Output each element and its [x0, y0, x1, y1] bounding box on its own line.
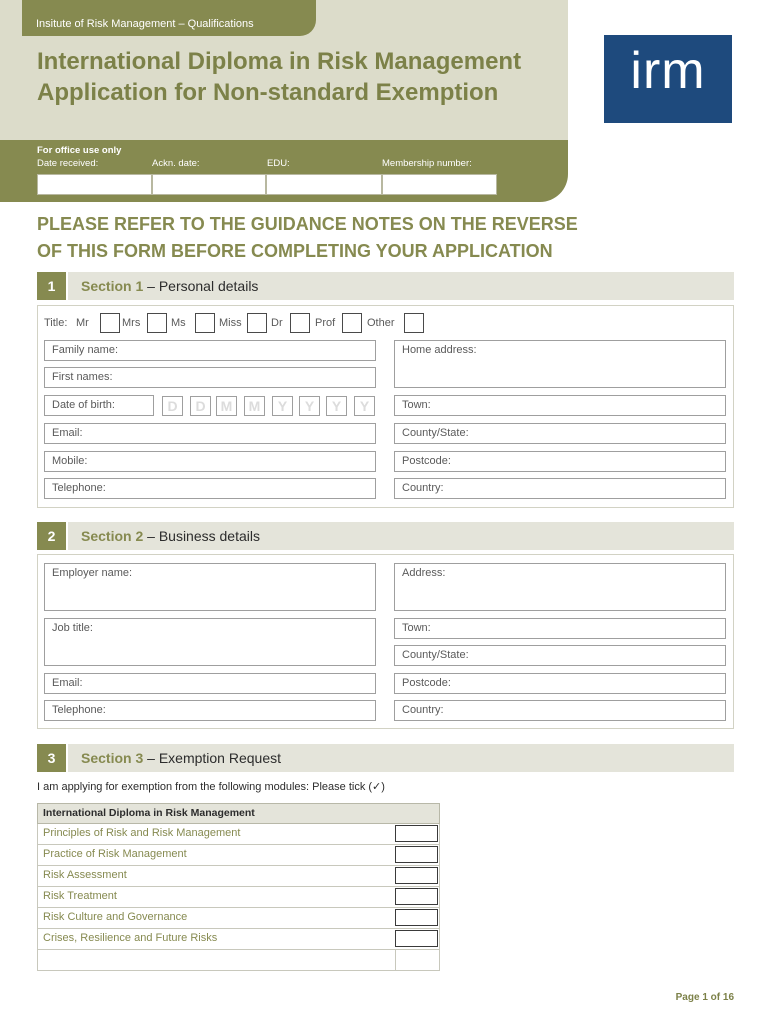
- email-field[interactable]: [44, 423, 376, 444]
- page-number: Page 1 of 16: [675, 992, 734, 1003]
- business-email-field[interactable]: [44, 673, 376, 694]
- first-names-label: First names:: [52, 371, 113, 383]
- title-other-checkbox[interactable]: [404, 313, 424, 333]
- title-other-label: Other: [367, 317, 395, 329]
- employer-name-field[interactable]: [44, 563, 376, 611]
- town-field[interactable]: [394, 395, 726, 416]
- section-1-number: 1: [37, 272, 66, 300]
- guidance-notice-line2: OF THIS FORM BEFORE COMPLETING YOUR APPLICATION: [37, 241, 553, 261]
- business-telephone-label: Telephone:: [52, 704, 106, 716]
- dob-month-2-box[interactable]: M: [244, 396, 265, 416]
- title-label: Title:: [44, 317, 68, 329]
- business-country-field[interactable]: [394, 700, 726, 721]
- section-2-title: – Business details: [143, 528, 260, 544]
- ackn-date-label: Ackn. date:: [152, 158, 200, 169]
- family-name-field[interactable]: [44, 340, 376, 361]
- header-tab: [22, 0, 316, 36]
- title-ms-checkbox[interactable]: [195, 313, 215, 333]
- module-tick-box[interactable]: [395, 888, 438, 905]
- module-row: [37, 845, 440, 866]
- business-email-label: Email:: [52, 677, 83, 689]
- office-use-panel: [0, 140, 568, 202]
- business-town-field[interactable]: [394, 618, 726, 639]
- date-received-field[interactable]: [37, 174, 152, 195]
- first-names-field[interactable]: [44, 367, 376, 388]
- telephone-field[interactable]: [44, 478, 376, 499]
- date-of-birth-label: Date of birth:: [52, 399, 115, 411]
- section-1-title: – Personal details: [143, 278, 259, 294]
- business-postcode-label: Postcode:: [402, 677, 451, 689]
- module-name: Practice of Risk Management: [43, 848, 187, 860]
- edu-label: EDU:: [267, 158, 290, 169]
- ackn-date-field[interactable]: [152, 174, 266, 195]
- business-country-label: Country:: [402, 704, 444, 716]
- module-row-empty: [37, 950, 440, 971]
- title-prof-label: Prof: [315, 317, 336, 329]
- family-name-label: Family name:: [52, 344, 119, 356]
- module-tick-box[interactable]: [395, 846, 438, 863]
- module-row: [37, 824, 440, 845]
- mobile-field[interactable]: [44, 451, 376, 472]
- title-mr-checkbox[interactable]: [100, 313, 120, 333]
- country-label: Country:: [402, 482, 444, 494]
- modules-table-heading: International Diploma in Risk Management: [37, 803, 440, 824]
- module-row: [37, 887, 440, 908]
- date-of-birth-field: [44, 395, 154, 416]
- edu-field[interactable]: [266, 174, 382, 195]
- module-row: [37, 866, 440, 887]
- business-county-state-label: County/State:: [402, 649, 469, 661]
- home-address-label: Home address:: [402, 344, 477, 356]
- business-county-state-field[interactable]: [394, 645, 726, 666]
- job-title-label: Job title:: [52, 622, 93, 634]
- page-title-line2: Application for Non-standard Exemption: [37, 79, 499, 106]
- module-name: Risk Assessment: [43, 869, 127, 881]
- job-title-field[interactable]: [44, 618, 376, 666]
- email-label: Email:: [52, 427, 83, 439]
- section-1-header: [68, 272, 734, 300]
- home-address-field[interactable]: [394, 340, 726, 388]
- module-name: Crises, Resilience and Future Risks: [43, 932, 218, 944]
- town-label: Town:: [402, 399, 431, 411]
- title-miss-checkbox[interactable]: [247, 313, 267, 333]
- dob-year-4-box[interactable]: Y: [354, 396, 375, 416]
- title-prof-checkbox[interactable]: [342, 313, 362, 333]
- guidance-notice: [37, 211, 578, 265]
- county-state-label: County/State:: [402, 427, 469, 439]
- section-2-name: Section 2: [81, 528, 144, 544]
- section-3-header: [68, 744, 734, 772]
- dob-year-3-box[interactable]: Y: [326, 396, 347, 416]
- title-mr-label: Mr: [76, 317, 89, 329]
- title-mrs-label: Mrs: [122, 317, 141, 329]
- business-address-label: Address:: [402, 567, 446, 579]
- county-state-field[interactable]: [394, 423, 726, 444]
- section-2-number: 2: [37, 522, 66, 550]
- module-row-divider: [395, 950, 396, 970]
- membership-number-field[interactable]: [382, 174, 497, 195]
- module-row: [37, 908, 440, 929]
- section-1-name: Section 1: [81, 278, 144, 294]
- title-miss-label: Miss: [219, 317, 242, 329]
- module-tick-box[interactable]: [395, 867, 438, 884]
- page-title: [37, 46, 521, 108]
- dob-day-2-box[interactable]: D: [190, 396, 211, 416]
- dob-year-1-box[interactable]: Y: [272, 396, 293, 416]
- title-dr-label: Dr: [271, 317, 283, 329]
- mobile-label: Mobile:: [52, 455, 88, 467]
- title-ms-label: Ms: [171, 317, 186, 329]
- business-address-field[interactable]: [394, 563, 726, 611]
- module-tick-box[interactable]: [395, 930, 438, 947]
- country-field[interactable]: [394, 478, 726, 499]
- telephone-label: Telephone:: [52, 482, 106, 494]
- date-received-label: Date received:: [37, 158, 99, 169]
- module-tick-box[interactable]: [395, 909, 438, 926]
- module-name: Risk Culture and Governance: [43, 911, 188, 923]
- section-3-name: Section 3: [81, 750, 144, 766]
- office-use-heading: For office use only: [37, 145, 122, 156]
- dob-day-1-box[interactable]: D: [162, 396, 183, 416]
- irm-logo-text: irm: [630, 42, 706, 100]
- section-3-number: 3: [37, 744, 66, 772]
- page-title-line1: International Diploma in Risk Management: [37, 48, 522, 75]
- dob-month-1-box[interactable]: M: [216, 396, 237, 416]
- membership-number-label: Membership number:: [382, 158, 472, 169]
- exemption-intro: I am applying for exemption from the following modules: Please tick (✓): [37, 781, 385, 793]
- title-mrs-checkbox[interactable]: [147, 313, 167, 333]
- business-postcode-field[interactable]: [394, 673, 726, 694]
- business-town-label: Town:: [402, 622, 431, 634]
- guidance-notice-line1: PLEASE REFER TO THE GUIDANCE NOTES ON THE REVERSE: [37, 214, 578, 234]
- dob-year-2-box[interactable]: Y: [299, 396, 320, 416]
- irm-logo: [604, 35, 732, 123]
- module-row: [37, 929, 440, 950]
- business-telephone-field[interactable]: [44, 700, 376, 721]
- section-3-title: – Exemption Request: [143, 750, 281, 766]
- module-name: Principles of Risk and Risk Management: [43, 827, 241, 839]
- postcode-field[interactable]: [394, 451, 726, 472]
- module-name: Risk Treatment: [43, 890, 117, 902]
- postcode-label: Postcode:: [402, 455, 451, 467]
- header-tab-label: Insitute of Risk Management – Qualifications: [36, 18, 254, 30]
- employer-name-label: Employer name:: [52, 567, 133, 579]
- module-tick-box[interactable]: [395, 825, 438, 842]
- section-2-header: [68, 522, 734, 550]
- title-dr-checkbox[interactable]: [290, 313, 310, 333]
